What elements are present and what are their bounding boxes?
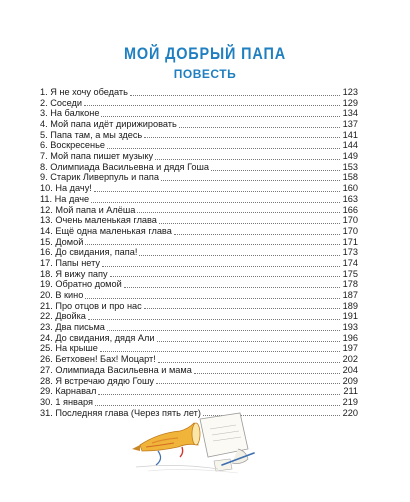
toc-entry-page: 193 xyxy=(342,322,358,333)
toc-entry-text: На даче xyxy=(54,193,90,204)
toc-entry-text: На балконе xyxy=(50,108,100,119)
toc-entry-text: До свидания, дядя Али xyxy=(55,332,155,343)
toc-entry-number: 10. xyxy=(40,183,53,194)
toc-entry-page: 219 xyxy=(342,396,358,407)
toc-entry-number: 27. xyxy=(40,364,53,375)
toc-entry-title xyxy=(40,151,153,162)
toc-entry xyxy=(40,87,358,98)
toc-entry-number: 25. xyxy=(40,343,53,354)
toc-entry-title xyxy=(40,301,142,312)
dot-leader xyxy=(139,255,340,256)
toc-entry-title xyxy=(40,311,86,322)
toc-entry-page: 144 xyxy=(342,140,358,151)
dot-leader xyxy=(98,394,340,395)
toc-entry-text: Двойка xyxy=(55,311,86,322)
toc-entry-text: Карнавал xyxy=(55,386,97,397)
toc-entry-text: Последняя глава (Через пять лет) xyxy=(55,407,201,418)
toc-entry-title xyxy=(40,247,137,258)
dot-leader xyxy=(137,212,340,213)
dot-leader xyxy=(124,287,340,288)
toc-entry-title xyxy=(40,237,83,248)
toc-entry-title xyxy=(40,87,128,98)
toc-entry-number: 18. xyxy=(40,268,53,279)
dot-leader xyxy=(179,127,340,128)
toc-entry-title xyxy=(40,140,105,151)
toc-entry-number: 17. xyxy=(40,257,53,268)
toc-entry-page: 153 xyxy=(342,161,358,172)
toc-entry xyxy=(40,333,358,344)
toc-entry-number: 14. xyxy=(40,225,53,236)
toc-entry xyxy=(40,354,358,365)
trumpet-and-paper-sketch-icon xyxy=(118,405,258,477)
toc-entry-page: 163 xyxy=(342,193,358,204)
toc-entry-text: Воскресенье xyxy=(50,140,105,151)
dot-leader xyxy=(194,373,340,374)
toc-entry-title xyxy=(40,119,177,130)
toc-entry-page: 187 xyxy=(342,290,358,301)
toc-entry-page: 141 xyxy=(342,129,358,140)
dot-leader xyxy=(84,105,340,106)
toc-entry-title xyxy=(40,194,89,205)
toc-entry xyxy=(40,247,358,258)
toc-entry-page: 173 xyxy=(342,247,358,258)
toc-entry-text: Домой xyxy=(55,236,84,247)
toc-entry-text: Я вижу папу xyxy=(55,268,108,279)
dot-leader xyxy=(211,170,340,171)
toc-entry-title xyxy=(40,269,108,280)
toc-entry xyxy=(40,226,358,237)
toc-entry-title xyxy=(40,205,135,216)
toc-entry xyxy=(40,344,358,355)
toc-entry xyxy=(40,376,358,387)
toc-entry xyxy=(40,98,358,109)
toc-entry-page: 123 xyxy=(342,86,358,97)
toc-entry-page: 209 xyxy=(342,375,358,386)
toc-entry-number: 6. xyxy=(40,140,48,151)
toc-entry xyxy=(40,279,358,290)
toc-entry-text: Два письма xyxy=(55,322,105,333)
toc-entry-page: 174 xyxy=(342,257,358,268)
toc-entry-title xyxy=(40,354,156,365)
toc-entry-text: 1 января xyxy=(55,396,93,407)
toc-entry-text: Старик Ливерпуль и папа xyxy=(50,172,159,183)
toc-entry xyxy=(40,130,358,141)
toc-entry xyxy=(40,151,358,162)
dot-leader xyxy=(88,319,340,320)
toc-entry xyxy=(40,173,358,184)
dot-leader xyxy=(130,95,340,96)
toc-entry-page: 160 xyxy=(342,183,358,194)
toc-entry-title xyxy=(40,172,159,183)
page-subtitle: ПОВЕСТЬ xyxy=(173,67,237,81)
toc-entry-number: 20. xyxy=(40,290,53,301)
toc-entry-title xyxy=(40,226,172,237)
dot-leader xyxy=(102,266,340,267)
dot-leader xyxy=(101,116,340,117)
toc-entry-title xyxy=(40,258,100,269)
toc-entry-page: 170 xyxy=(342,215,358,226)
toc-entry-text: На крыше xyxy=(55,343,98,354)
dot-leader xyxy=(85,298,340,299)
toc-entry-page: 158 xyxy=(342,172,358,183)
toc-entry xyxy=(40,237,358,248)
toc-entry-title xyxy=(40,397,93,408)
toc-entry-number: 7. xyxy=(40,151,48,162)
toc-entry-number: 12. xyxy=(40,204,53,215)
dot-leader xyxy=(157,341,340,342)
toc-entry xyxy=(40,365,358,376)
toc-entry xyxy=(40,183,358,194)
page-title: МОЙ ДОБРЫЙ ПАПА xyxy=(123,44,286,63)
toc-entry-title xyxy=(40,98,82,109)
toc-entry xyxy=(40,301,358,312)
toc-entry-title xyxy=(40,322,105,333)
dot-leader xyxy=(100,351,340,352)
toc-entry-number: 19. xyxy=(40,279,53,290)
toc-entry-text: Олимпиада Васильевна и мама xyxy=(55,364,192,375)
toc-entry-title xyxy=(40,162,209,173)
toc-entry-text: Олимпиада Васильевна и дядя Гоша xyxy=(50,161,210,172)
toc-entry-number: 4. xyxy=(40,119,48,130)
toc-entry-number: 5. xyxy=(40,129,48,140)
dot-leader xyxy=(107,148,340,149)
toc-entry xyxy=(40,269,358,280)
toc-entry-number: 29. xyxy=(40,386,53,397)
toc-entry-page: 191 xyxy=(342,311,358,322)
toc-entry-title xyxy=(40,376,154,387)
toc-entry-text: Мой папа идёт дирижировать xyxy=(50,119,177,130)
toc-entry-text: Про отцов и про нас xyxy=(55,300,142,311)
toc-entry-number: 2. xyxy=(40,97,48,108)
toc-entry-page: 137 xyxy=(342,119,358,130)
toc-entry-title xyxy=(40,183,92,194)
toc-entry-title xyxy=(40,343,98,354)
toc-entry-number: 26. xyxy=(40,354,53,365)
toc-entry-page: 204 xyxy=(342,364,358,375)
dot-leader xyxy=(161,180,340,181)
dot-leader xyxy=(155,159,340,160)
toc-entry-page: 220 xyxy=(342,407,358,418)
toc-entry-number: 1. xyxy=(40,86,48,97)
toc-entry-title xyxy=(40,130,142,141)
toc-entry-title xyxy=(40,279,122,290)
dot-leader xyxy=(85,244,340,245)
toc-entry-title xyxy=(40,386,96,397)
toc-entry xyxy=(40,108,358,119)
dot-leader xyxy=(159,223,340,224)
toc-entry-number: 21. xyxy=(40,300,53,311)
toc-entry-number: 16. xyxy=(40,247,53,258)
toc-entry-title xyxy=(40,365,192,376)
toc-entry-number: 24. xyxy=(40,332,53,343)
dot-leader xyxy=(107,330,340,331)
toc-entry-number: 31. xyxy=(40,407,53,418)
toc-entry-number: 15. xyxy=(40,236,53,247)
toc-entry-text: На дачу! xyxy=(55,183,92,194)
toc-entry-page: 178 xyxy=(342,279,358,290)
toc-entry-number: 9. xyxy=(40,172,48,183)
toc-entry-page: 175 xyxy=(342,268,358,279)
toc-entry-title xyxy=(40,215,157,226)
dot-leader xyxy=(144,308,340,309)
toc-entry-title xyxy=(40,108,99,119)
toc-entry-page: 189 xyxy=(342,300,358,311)
toc-entry xyxy=(40,322,358,333)
dot-leader xyxy=(94,191,340,192)
toc-entry-text: Ещё одна маленькая глава xyxy=(55,225,172,236)
toc-entry-text: Я не хочу обедать xyxy=(50,86,128,97)
toc-entry-text: Папа там, а мы здесь xyxy=(50,129,143,140)
toc-entry-page: 166 xyxy=(342,204,358,215)
toc-entry-text: В кино xyxy=(55,290,84,301)
toc-entry xyxy=(40,258,358,269)
dot-leader xyxy=(110,276,340,277)
toc-entry-text: Папы нету xyxy=(55,257,100,268)
toc-entry-text: Соседи xyxy=(50,97,82,108)
toc-entry-text: Мой папа пишет музыку xyxy=(50,151,154,162)
toc-entry-number: 23. xyxy=(40,322,53,333)
toc-entry-page: 171 xyxy=(342,236,358,247)
toc-entry xyxy=(40,162,358,173)
toc-entry-title xyxy=(40,290,83,301)
toc-entry-number: 22. xyxy=(40,311,53,322)
toc-entry-text: Очень маленькая глава xyxy=(55,215,157,226)
toc-entry-page: 129 xyxy=(342,97,358,108)
toc-entry xyxy=(40,311,358,322)
toc-entry xyxy=(40,194,358,205)
toc-entry-page: 197 xyxy=(342,343,358,354)
toc-entry-text: Я встречаю дядю Гошу xyxy=(55,375,154,386)
toc-entry-title xyxy=(40,333,155,344)
toc-entry-page: 170 xyxy=(342,225,358,236)
dot-leader xyxy=(174,234,340,235)
toc-entry xyxy=(40,215,358,226)
table-of-contents xyxy=(40,87,358,418)
toc-entry xyxy=(40,205,358,216)
toc-entry xyxy=(40,140,358,151)
toc-entry xyxy=(40,119,358,130)
toc-entry-number: 3. xyxy=(40,108,48,119)
toc-entry xyxy=(40,290,358,301)
dot-leader xyxy=(91,202,340,203)
dot-leader xyxy=(156,383,340,384)
toc-entry-page: 149 xyxy=(342,151,358,162)
toc-entry-page: 134 xyxy=(342,108,358,119)
toc-entry-page: 196 xyxy=(342,332,358,343)
toc-entry-number: 13. xyxy=(40,215,53,226)
toc-entry-text: Обратно домой xyxy=(55,279,122,290)
toc-entry-page: 211 xyxy=(343,386,358,397)
dot-leader xyxy=(144,137,340,138)
toc-entry-number: 8. xyxy=(40,161,48,172)
toc-entry-text: Мой папа и Алёша xyxy=(55,204,136,215)
toc-entry-number: 11. xyxy=(40,193,53,204)
toc-entry-page: 202 xyxy=(342,354,358,365)
dot-leader xyxy=(158,362,340,363)
toc-entry-text: Бетховен! Бах! Моцарт! xyxy=(55,354,156,365)
toc-entry-text: До свидания, папа! xyxy=(55,247,138,258)
toc-entry xyxy=(40,386,358,397)
toc-entry-number: 28. xyxy=(40,375,53,386)
toc-entry-number: 30. xyxy=(40,396,53,407)
